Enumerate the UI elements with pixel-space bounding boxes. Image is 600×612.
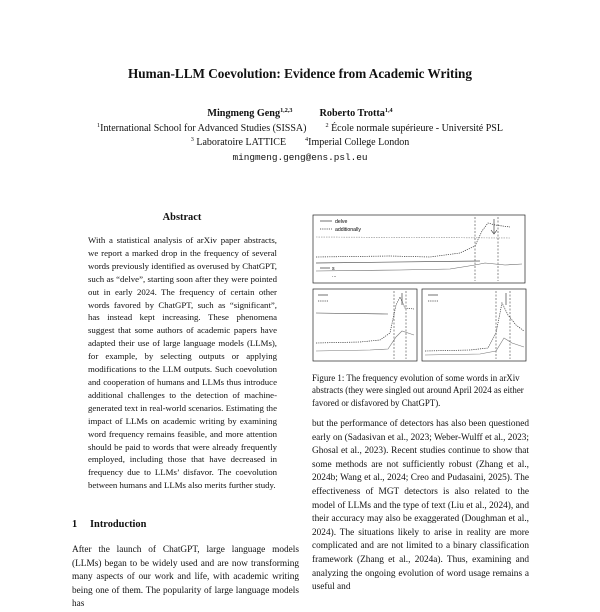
affiliation-line-1: $^1$International School for Advanced Studies (SISSA) $^2$ École normale supérieure - Université PSL [97,122,503,134]
legend-label: additionally [335,227,361,233]
section-title: Introduction [90,519,147,530]
figure-1 [310,213,528,365]
figure-caption: Figure 1: The frequency evolution of some words in arXiv abstracts (they were singled out around April 2024 as either favored or disfavored by ChatGPT). [312,373,524,408]
plot-panel-top [313,215,525,283]
affiliation: International School for Advanced Studies (SISSA) [100,123,307,134]
author-email[interactable]: mingmeng.geng@ens.psl.eu [232,152,368,163]
affiliation: Imperial College London [308,137,410,148]
legend-label: ... [332,273,337,279]
author-affil-sup: 1,2,3 [280,107,293,114]
section-heading [72,519,146,530]
author-affil-sup: 1,4 [384,107,393,114]
author-line [0,108,600,119]
abstract-heading: Abstract [162,212,202,223]
abstract-text: With a statistical analysis of arXiv paper abstracts, we report a marked drop in the frequency of several words previously identified as overused by ChatGPT, such as “delve”, starting soon after they were pointed out in early 2024. The frequency of certain other words favored by ChatGPT, such as “significant”, has instead kept increasing. These phenomena suggest that some authors of academic papers have adapted their use of large language models (LLMs), for example, by selecting outputs or applying modifications to the LLM outputs. Such coevolution and cooperation of humans and LLMs thus introduce additional challenges to the detection of machine-generated text in real-world scenarios. Estimating the impact of LLMs on academic writing by examining word frequency remains feasible, and more attention should be paid to words that were already frequently employed, including those that have decreased in frequency due to LLMs’ disfavor. The coevolution between humans and LLMs also merits further study. [88,235,277,491]
author-name: Mingmeng Geng [207,108,281,119]
introduction-text: After the launch of ChatGPT, large language models (LLMs) began to be widely used and are now transforming many aspects of our work and life, with academic writing being one of them. The popularity of large language models has [72,545,299,610]
affiliation: École normale supérieure - Université PSL [331,123,503,134]
right-column-text: but the performance of detectors has also been questioned early on (Sadasivan et al., 2023; Weber-Wulff et al., 2023; Ghosal et al., 2023). Recent studies continue to show that some methods are not sufficiently robust (Zhang et al., 2024b; Wang et al., 2024; Creo and Pudasaini, 2025). The effectiveness of MGT detectors is also related to the model of LLMs and the type of text (Liu et al., 2024), and their accuracy may also be exaggerated (Doughman et al., 2024). The situations likely to arise in reality are more complicated and are not limited to a binary classification framework (Zhang et al., 2024a). Thus, examining and analyzing the ongoing evolution of word usage remains a useful and [312,419,529,593]
affiliation: Laboratoire LATTICE [196,137,287,148]
author-name: Roberto Trotta [319,108,385,119]
paper-title: Human-LLM Coevolution: Evidence from Academic Writing [128,66,472,81]
affiliation-line-2: $^3$ Laboratoire LATTICE $^4$Imperial College London [190,136,410,148]
figure-plots [310,213,528,365]
section-number: 1 [72,519,78,530]
legend-label: delve [335,219,348,225]
legend-label: s [332,266,335,272]
plot-panel-bottom-right [422,289,526,361]
plot-panel-bottom-left [313,289,417,361]
